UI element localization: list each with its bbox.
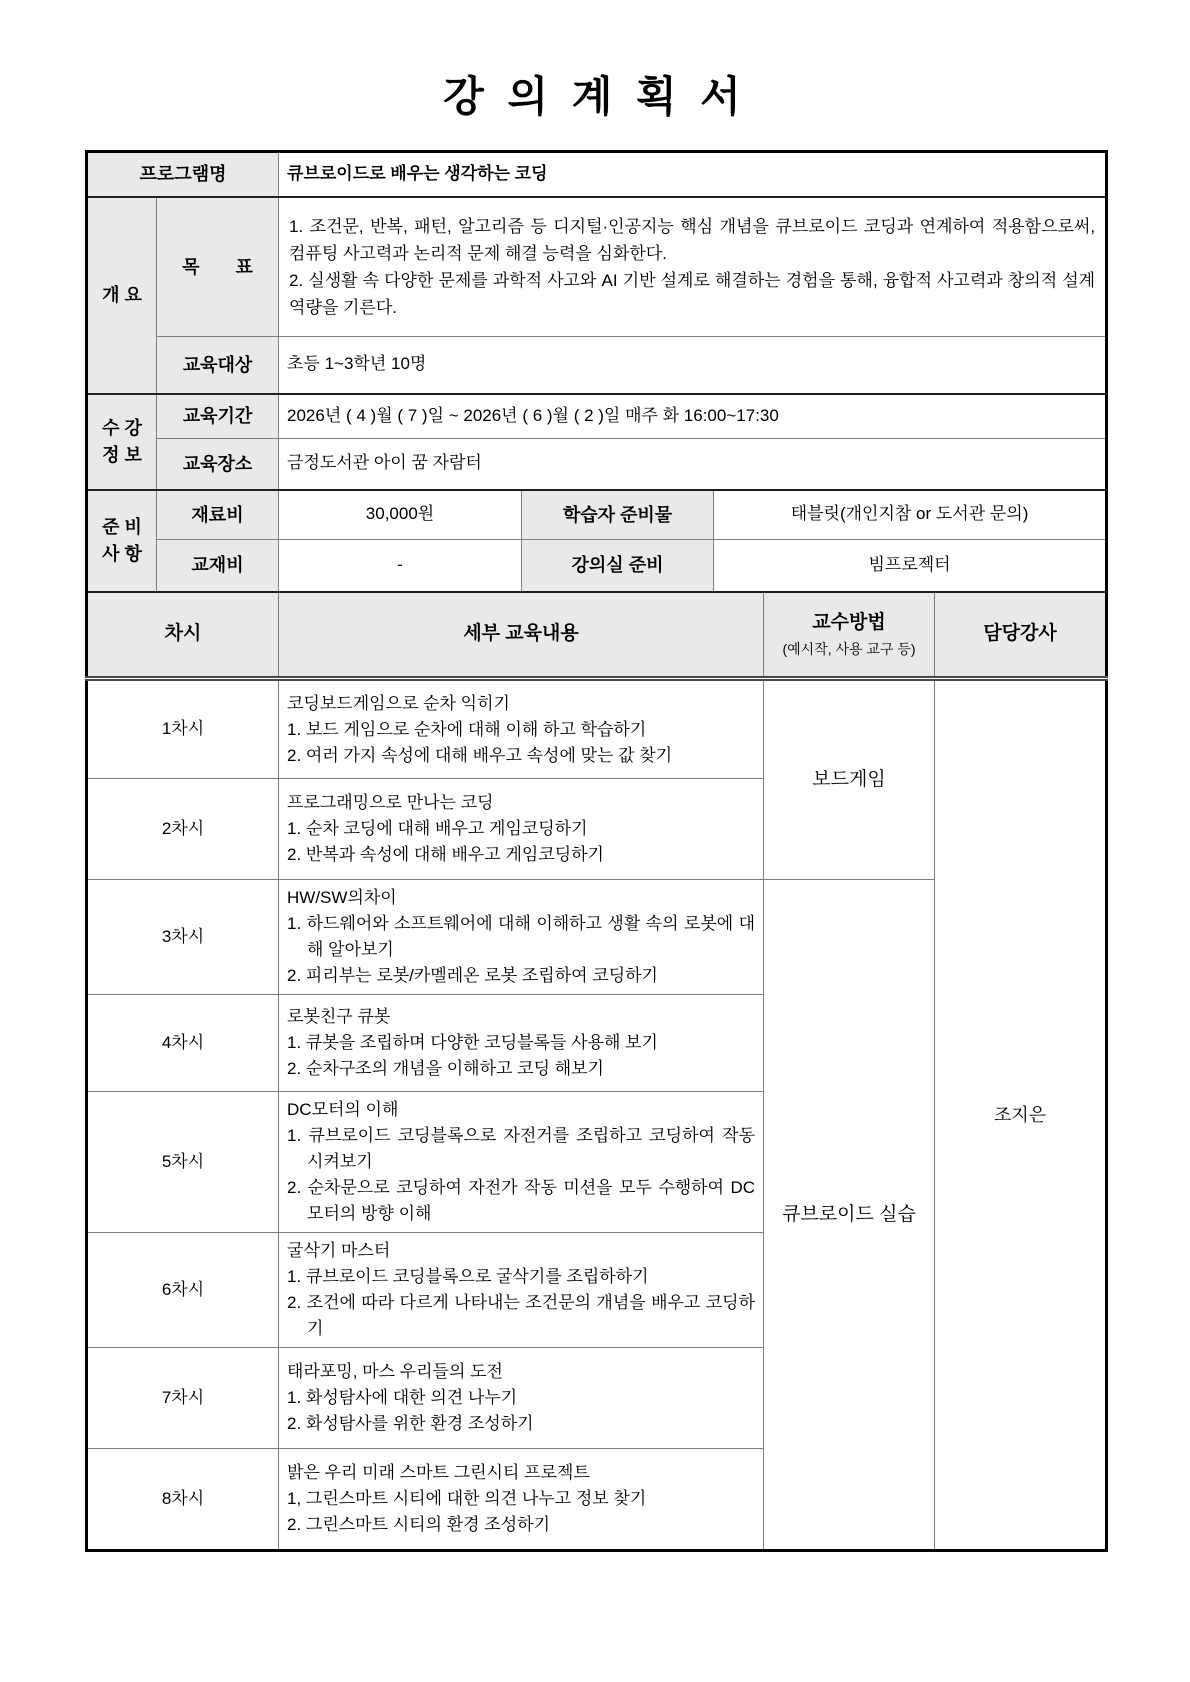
session-8-content (279, 1449, 764, 1551)
session-7-content (279, 1348, 764, 1449)
period-label: 교육기간 (157, 394, 279, 439)
session-7-item-2: 2. 화성탐사를 위한 환경 조성하기 (287, 1414, 534, 1433)
schedule-header-method-sub: (예시작, 사용 교구 등) (782, 640, 916, 657)
section-enrollment-label (87, 394, 157, 490)
section-enrollment-line2: 정 보 (102, 444, 142, 465)
goal-item-1: 1. 조건문, 반복, 패턴, 알고리즘 등 디지털·인공지능 핵심 개념을 큐브로이드 코딩과 연계하여 적용함으로써, 컴퓨팅 사고력과 논리적 문제 해결 능력을 심화한다. (289, 216, 1096, 263)
section-preparation-label (87, 490, 157, 592)
schedule-header-method-title: 교수방법 (812, 612, 886, 634)
session-1-item-1: 1. 보드 게임으로 순차에 대해 이해 하고 학습하기 (287, 719, 647, 739)
schedule-header-method (764, 592, 935, 679)
session-4-item-2: 2. 순차구조의 개념을 이해하고 코딩 해보기 (287, 1059, 604, 1078)
session-6-item-2: 2. 조건에 따라 다르게 나타내는 조건문의 개념을 배우고 코딩하기 (287, 1293, 756, 1338)
session-6-item-1: 1. 큐브로이드 코딩블록으로 굴삭기를 조립하하기 (287, 1267, 649, 1286)
session-5-title: DC모터의 이해 (287, 1100, 399, 1119)
session-7-label: 7차시 (87, 1348, 279, 1449)
session-8-title: 밝은 우리 미래 스마트 그린시티 프로젝트 (287, 1463, 590, 1482)
session-3-item-1: 1. 하드웨어와 소프트웨어에 대해 이해하고 생활 속의 로봇에 대해 알아보기 (287, 914, 756, 959)
material-fee-value: 30,000원 (279, 490, 522, 540)
textbook-fee-value: - (279, 540, 522, 592)
session-5-label: 5차시 (87, 1092, 279, 1233)
session-1-content (279, 679, 764, 779)
classroom-prep-label: 강의실 준비 (522, 540, 714, 592)
session-7-title: 태라포밍, 마스 우리들의 도전 (287, 1362, 503, 1381)
schedule-header-instructor: 담당강사 (935, 592, 1107, 679)
section-overview-label: 개 요 (87, 197, 157, 394)
classroom-prep-value: 빔프로젝터 (714, 540, 1107, 592)
instructor-name: 조지은 (935, 679, 1107, 1551)
method-cubroid-practice: 큐브로이드 실습 (764, 880, 935, 1551)
material-fee-label: 재료비 (157, 490, 279, 540)
session-6-label: 6차시 (87, 1233, 279, 1348)
session-2-item-2: 2. 반복과 속성에 대해 배우고 게임코딩하기 (287, 845, 604, 864)
schedule-header-session: 차시 (87, 592, 279, 679)
session-4-title: 로봇친구 큐봇 (287, 1007, 391, 1026)
session-2-item-1: 1. 순차 코딩에 대해 배우고 게임코딩하기 (287, 819, 588, 838)
place-value: 금정도서관 아이 꿈 자람터 (279, 439, 1107, 490)
session-2-content (279, 779, 764, 880)
program-name-value: 큐브로이드로 배우는 생각하는 코딩 (279, 152, 1107, 197)
section-preparation-line2: 사 항 (102, 543, 142, 564)
session-5-content (279, 1092, 764, 1233)
session-5-item-2: 2. 순차문으로 코딩하여 자전가 작동 미션을 모두 수행하여 DC모터의 방향 이해 (287, 1178, 756, 1223)
section-enrollment-line1: 수 강 (102, 418, 142, 439)
schedule-header-content: 세부 교육내용 (279, 592, 764, 679)
session-4-item-1: 1. 큐봇을 조립하며 다양한 코딩블록들 사용해 보기 (287, 1033, 658, 1052)
lecture-plan-table (85, 150, 1108, 1552)
session-4-label: 4차시 (87, 995, 279, 1092)
session-3-title: HW/SW의차이 (287, 888, 397, 907)
session-1-label: 1차시 (87, 679, 279, 779)
session-8-label: 8차시 (87, 1449, 279, 1551)
session-5-item-1: 1. 큐브로이드 코딩블록으로 자전거를 조립하고 코딩하여 작동시켜보기 (287, 1126, 756, 1171)
learner-supplies-value: 태블릿(개인지참 or 도서관 문의) (714, 490, 1107, 540)
goal-item-2: 2. 실생활 속 다양한 문제를 과학적 사고와 AI 기반 설계로 해결하는 경험을 통해, 융합적 사고력과 창의적 설계 역량을 기른다. (289, 270, 1096, 317)
session-3-content (279, 880, 764, 995)
session-6-title: 굴삭기 마스터 (287, 1241, 391, 1260)
program-name-label: 프로그램명 (87, 152, 279, 197)
document-title: 강 의 계 획 서 (443, 73, 747, 120)
session-8-item-1: 1, 그린스마트 시티에 대한 의견 나누고 정보 찾기 (287, 1489, 647, 1508)
session-1-title: 코딩보드게임으로 순차 익히기 (287, 693, 510, 713)
session-3-item-2: 2. 피리부는 로봇/카멜레온 로봇 조립하여 코딩하기 (287, 966, 658, 985)
target-value: 초등 1~3학년 10명 (279, 337, 1107, 394)
session-8-item-2: 2. 그린스마트 시티의 환경 조성하기 (287, 1515, 550, 1534)
place-label: 교육장소 (157, 439, 279, 490)
session-2-title: 프로그래밍으로 만나는 코딩 (287, 793, 494, 812)
section-preparation-line1: 준 비 (102, 517, 142, 538)
session-2-label: 2차시 (87, 779, 279, 880)
session-7-item-1: 1. 화성탐사에 대한 의견 나누기 (287, 1388, 518, 1407)
period-value: 2026년 ( 4 )월 ( 7 )일 ~ 2026년 ( 6 )월 ( 2 )일 매주 화 16:00~17:30 (279, 394, 1107, 439)
session-1-item-2: 2. 여러 가지 속성에 대해 배우고 속성에 맞는 값 찾기 (287, 745, 673, 765)
session-3-label: 3차시 (87, 880, 279, 995)
learner-supplies-label: 학습자 준비물 (522, 490, 714, 540)
goal-content (279, 197, 1107, 337)
session-4-content (279, 995, 764, 1092)
method-boardgame: 보드게임 (764, 679, 935, 880)
textbook-fee-label: 교재비 (157, 540, 279, 592)
goal-label: 목 표 (157, 197, 279, 337)
target-label: 교육대상 (157, 337, 279, 394)
session-6-content (279, 1233, 764, 1348)
